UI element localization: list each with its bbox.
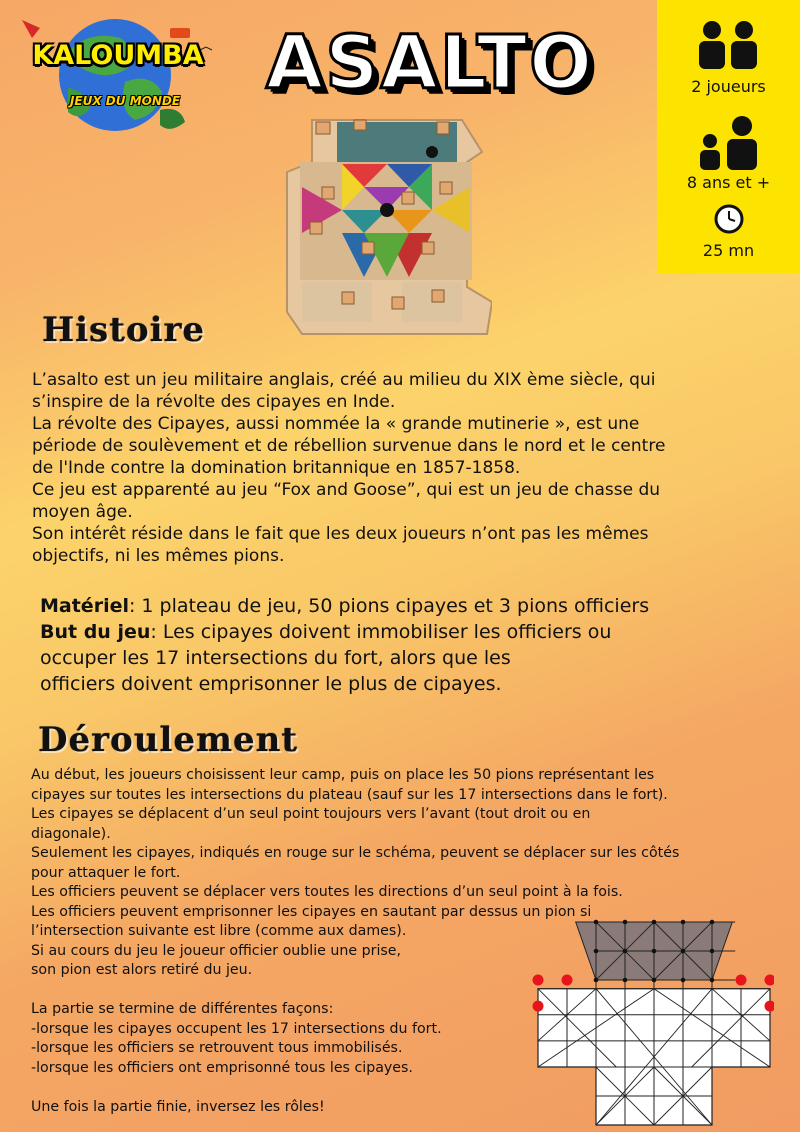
info-box [657, 0, 800, 273]
globe-icon [10, 10, 220, 140]
deroulement-line: l’intersection suivante est libre (comme aux dames). [31, 923, 407, 939]
kaloumba-logo [10, 10, 220, 140]
age-people-icon [694, 115, 764, 170]
fort-intersection [710, 949, 715, 954]
histoire-text [32, 369, 772, 567]
deroulement-line: Les officiers peuvent se déplacer vers toutes les directions d’un seul point à la fois. [31, 884, 623, 900]
age-label: 8 ans et + [686, 173, 771, 192]
two-players-icon [694, 20, 764, 70]
logo-brand: KALOUMBA [32, 40, 204, 71]
cipaye-red-dot [533, 975, 544, 986]
but-label: But du jeu [40, 621, 151, 643]
fort-intersection [681, 978, 686, 983]
deroulement-line: Si au cours du jeu le joueur officier oublie une prise, [31, 942, 402, 959]
deroulement-line: son pion est alors retiré du jeu. [31, 962, 253, 978]
deroulement-line: diagonale). [31, 825, 111, 842]
duration-label: 25 mn [702, 241, 755, 260]
deroulement-line: Au début, les joueurs choisissent leur camp, puis on place les 50 pions représentant les [31, 767, 655, 783]
fort-intersection [594, 949, 599, 954]
but-line [40, 619, 780, 645]
fort-intersection [623, 949, 628, 954]
histoire-line: Son intérêt réside dans le fait que les deux joueurs n’ont pas les mêmes [32, 524, 649, 544]
deroulement-line: Une fois la partie finie, inversez les rôles! [31, 1098, 325, 1115]
histoire-line: de l'Inde contre la domination britannique en 1857-1858. [32, 458, 521, 478]
deroulement-line: Les officiers peuvent emprisonner les cipayes en sautant par dessus un pion si [31, 903, 592, 920]
histoire-line: La révolte des Cipayes, aussi nommée la « grande mutinerie », est une [32, 414, 640, 434]
fort-intersection [681, 949, 686, 954]
but-text: : Les cipayes doivent immobiliser les officiers ou [150, 621, 612, 643]
cipaye-red-dot [562, 975, 573, 986]
cipaye-red-dot [736, 975, 747, 986]
deroulement-line: -lorsque les officiers ont emprisonné tous les cipayes. [31, 1059, 413, 1076]
deroulement-line: pour attaquer le fort. [31, 864, 181, 881]
materiel-text: : 1 plateau de jeu, 50 pions cipayes et 3 pions officiers [128, 595, 650, 617]
fort-intersection [652, 949, 657, 954]
but-line: occuper les 17 intersections du fort, alors que les [40, 647, 511, 669]
fort-intersection [594, 978, 599, 983]
fort-intersection [681, 920, 686, 925]
deroulement-line: Seulement les cipayes, indiqués en rouge sur le schéma, peuvent se déplacer sur les côtés [31, 845, 680, 861]
histoire-line: Ce jeu est apparenté au jeu “Fox and Goose”, qui est un jeu de chasse du [32, 480, 661, 500]
histoire-line: période de soulèvement et de rébellion survenue dans le nord et le centre [32, 436, 666, 456]
histoire-line: s’inspire de la révolte des cipayes en Inde. [32, 392, 396, 412]
fort-intersection [710, 920, 715, 925]
board-diagram [528, 912, 774, 1127]
fort-intersection [623, 978, 628, 983]
cipaye-red-dot [765, 975, 775, 986]
deroulement-heading: Déroulement [38, 720, 299, 760]
clock-icon [714, 204, 744, 234]
deroulement-line: La partie se termine de différentes façons: [31, 1001, 334, 1017]
histoire-line: moyen âge. [32, 502, 133, 522]
deroulement-line: Les cipayes se déplacent d’un seul point toujours vers l’avant (tout droit ou en [31, 806, 591, 822]
histoire-heading: Histoire [42, 310, 206, 350]
fort-intersection [652, 978, 657, 983]
materiel-block [40, 593, 780, 697]
fort-intersection [623, 920, 628, 925]
page-title: ASALTO [265, 20, 595, 106]
histoire-line: objectifs, ni les mêmes pions. [32, 546, 285, 566]
deroulement-line: cipayes sur toutes les intersections du plateau (sauf sur les 17 intersections dans le fort). [31, 786, 668, 803]
fort-intersection [594, 920, 599, 925]
materiel-line [40, 593, 780, 619]
cipaye-red-dot [533, 1001, 544, 1012]
deroulement-line: -lorsque les cipayes occupent les 17 intersections du fort. [31, 1020, 442, 1037]
players-label: 2 joueurs [691, 77, 766, 96]
logo-tagline: JEUX DU MONDE [69, 94, 181, 108]
fort-intersection [652, 920, 657, 925]
deroulement-line: -lorsque les officiers se retrouvent tous immobilisés. [31, 1040, 403, 1056]
but-line: officiers doivent emprisonner le plus de cipayes. [40, 673, 502, 695]
materiel-label: Matériel [40, 595, 129, 617]
fort-intersection [710, 978, 715, 983]
histoire-line: L’asalto est un jeu militaire anglais, créé au milieu du XIX ème siècle, qui [32, 370, 656, 390]
asalto-board-photo [282, 112, 492, 337]
